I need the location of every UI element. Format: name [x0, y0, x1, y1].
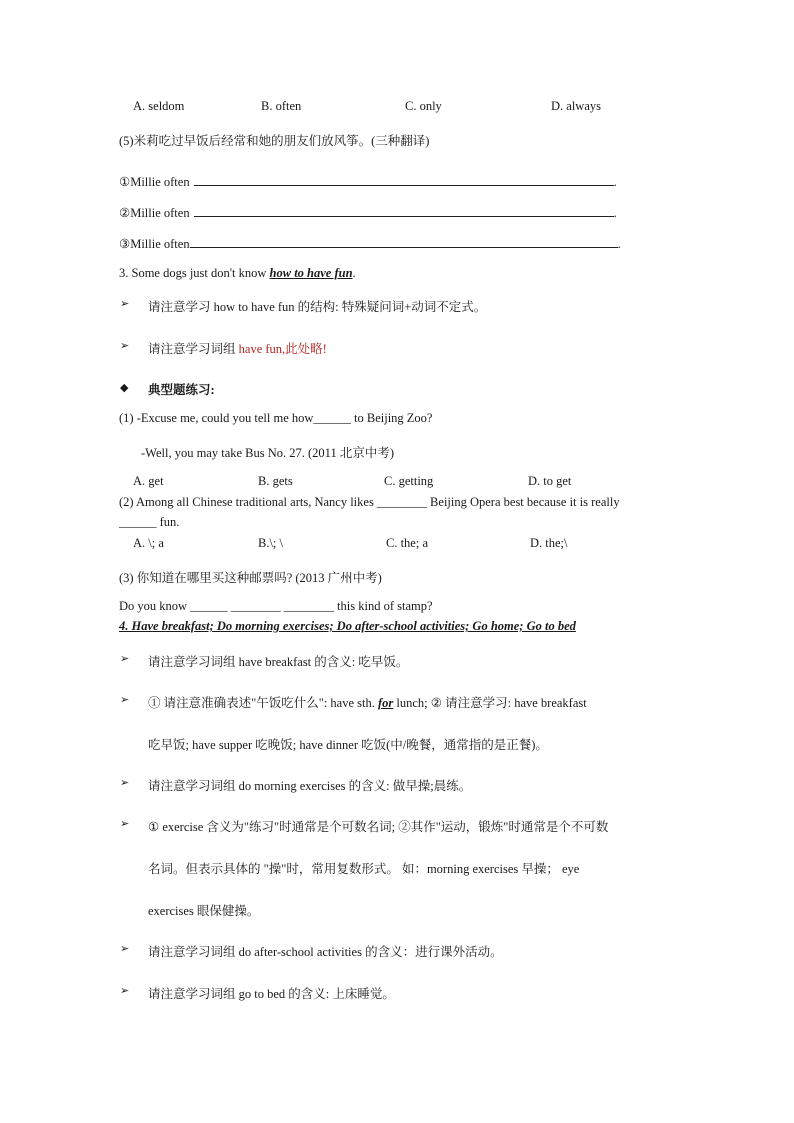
section-4-note-4-cont: 名词。但表示具体的 "操"时，常用复数形式。 如：morning exercises 早操； eye: [148, 862, 580, 876]
option-c: C. only: [405, 99, 442, 113]
arrow-bullet-icon: ➢: [120, 652, 130, 665]
practice-q3: (3) 你知道在哪里买这种邮票吗? (2013 广州中考): [119, 571, 382, 585]
arrow-bullet-icon: ➢: [120, 942, 130, 955]
section-4-note-6: 请注意学习词组 go to bed 的含义: 上床睡觉。: [148, 987, 395, 1001]
q5-line-3: [119, 235, 621, 252]
practice-q1-reply: -Well, you may take Bus No. 27. (2011 北京中考): [141, 446, 395, 460]
answer-blank[interactable]: [194, 204, 614, 217]
note-text: 的结构: 特殊疑问词+动词不定式。: [297, 300, 487, 314]
section-4-note-4-cont-2: exercises 眼保健操。: [148, 904, 260, 918]
option-d: D. always: [551, 99, 601, 113]
q5-line-1-label: ①Millie often: [119, 175, 190, 189]
note-text: 请注意学习: [148, 300, 211, 314]
q5-prompt: (5)米莉吃过早饭后经常和她的朋友们放风筝。(三种翻译): [119, 134, 430, 148]
q5-line-3-end: .: [617, 237, 621, 251]
arrow-bullet-icon: ➢: [120, 297, 130, 310]
practice-q2-cont: ______ fun.: [119, 515, 180, 529]
note-text: have fun,: [235, 342, 286, 356]
note-text: ① 请注意准确表述"午饭吃什么": have sth.: [148, 696, 378, 710]
note-text: how to have fun: [210, 300, 298, 314]
practice-q1: (1) -Excuse me, could you tell me how______ to Beijing Zoo?: [119, 411, 433, 425]
note-text: lunch; ② 请注意学习: have breakfast: [393, 696, 587, 710]
section-4-note-2-cont: 吃早饭; have supper 吃晚饭; have dinner 吃饭(中/晚餐，通常指的是正餐)。: [148, 738, 548, 752]
section-3-note-1: [148, 297, 486, 315]
q5-line-2-label: ②Millie often: [119, 206, 190, 220]
note-text: 请注意学习词组: [148, 342, 236, 356]
arrow-bullet-icon: ➢: [120, 693, 130, 706]
q1-option-c: C. getting: [384, 474, 434, 488]
answer-blank[interactable]: [190, 235, 618, 248]
diamond-bullet-icon: ◆: [120, 381, 129, 394]
arrow-bullet-icon: ➢: [120, 817, 130, 830]
section-3-note-2: [148, 339, 327, 357]
practice-q3-english: Do you know ______ ________ ________ this kind of stamp?: [119, 599, 433, 613]
section-4-title: 4. Have breakfast; Do morning exercises; Do after-school activities; Go home; Go to bed: [119, 619, 576, 633]
arrow-bullet-icon: ➢: [120, 339, 130, 352]
q5-line-1-end: .: [613, 175, 617, 189]
q5-line-2-end: .: [613, 206, 617, 220]
practice-q2: (2) Among all Chinese traditional arts, Nancy likes ________ Beijing Opera best because it is really: [119, 495, 620, 509]
answer-blank[interactable]: [194, 173, 614, 186]
section-4-note-5: 请注意学习词组 do after-school activities 的含义：进行课外活动。: [148, 945, 503, 959]
q2-option-d: D. the;\: [530, 536, 568, 550]
q1-option-d: D. to get: [528, 474, 572, 488]
section-4-note-3: 请注意学习词组 do morning exercises 的含义: 做早操;晨练。: [148, 779, 472, 793]
section-3-prefix: 3. Some dogs just don't know: [119, 266, 270, 280]
section-3-phrase: how to have fun: [269, 266, 353, 280]
q5-line-1: [119, 173, 617, 190]
q5-line-2: [119, 204, 617, 221]
section-4-note-2: [148, 693, 587, 711]
q2-option-c: C. the; a: [386, 536, 429, 550]
q2-option-b: B.\; \: [258, 536, 284, 550]
q5-line-3-label: ③Millie often: [119, 237, 190, 251]
for-emphasis: for: [378, 696, 394, 710]
section-4-note-4: ① exercise 含义为"练习"时通常是个可数名词; ②其作"运动，锻炼"时通常是个不可数: [148, 820, 609, 834]
q1-option-a: A. get: [133, 474, 164, 488]
option-b: B. often: [261, 99, 302, 113]
arrow-bullet-icon: ➢: [120, 984, 130, 997]
q1-option-b: B. gets: [258, 474, 293, 488]
q2-option-a: A. \; a: [133, 536, 164, 550]
section-4-note-1: 请注意学习词组 have breakfast 的含义: 吃早饭。: [148, 655, 409, 669]
note-text: 此处略!: [285, 342, 327, 356]
section-3-sentence: [119, 266, 356, 281]
arrow-bullet-icon: ➢: [120, 776, 130, 789]
practice-heading: 典型题练习:: [148, 383, 215, 397]
section-3-suffix: .: [352, 266, 356, 280]
option-a: A. seldom: [133, 99, 185, 113]
